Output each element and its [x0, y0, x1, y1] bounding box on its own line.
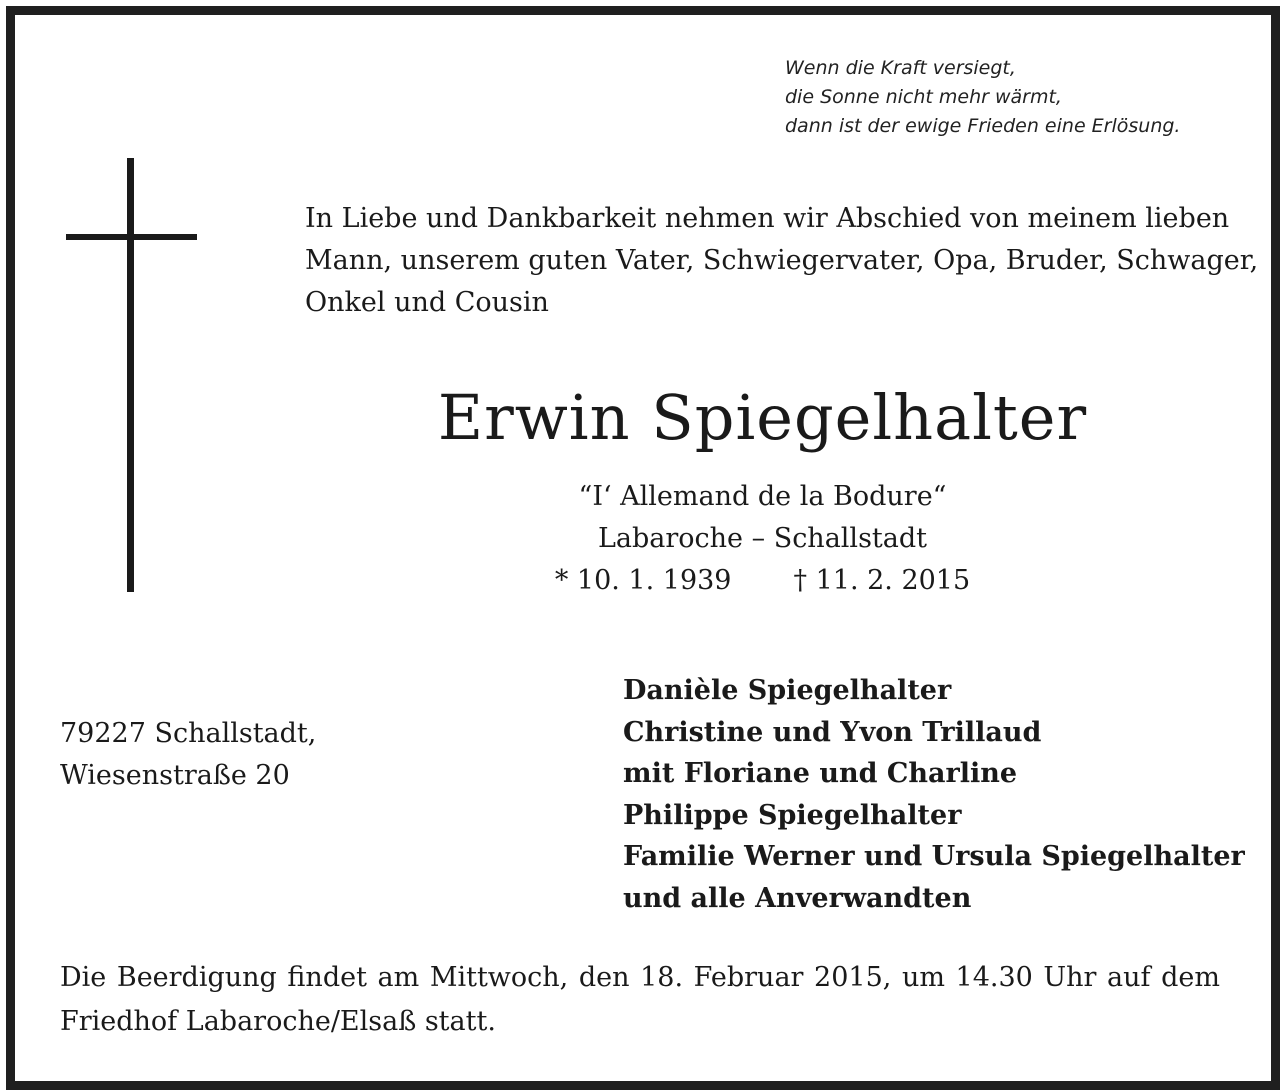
mourners-list	[623, 670, 1245, 920]
mourner-name: Philippe Spiegelhalter	[623, 799, 962, 831]
intro-line: Onkel und Cousin	[305, 287, 549, 318]
death-date: † 11. 2. 2015	[793, 565, 971, 596]
cross-vertical-bar	[127, 158, 134, 592]
deceased-details	[300, 476, 1225, 602]
deceased-places: Labaroche – Schallstadt	[597, 523, 928, 554]
mourner-name: mit Floriane und Charline	[623, 758, 1018, 790]
intro-text	[305, 198, 1259, 324]
cross-icon	[66, 158, 198, 592]
mourner-name: Familie Werner und Ursula Spiegelhalter	[623, 841, 1245, 873]
mourner-name: Christine und Yvon Trillaud	[623, 716, 1042, 748]
cross-horizontal-bar	[66, 234, 197, 240]
address-line: 79227 Schallstadt,	[60, 718, 317, 749]
mourner-name: und alle Anverwandten	[623, 882, 972, 914]
epigraph-quote	[785, 54, 1245, 141]
quote-line: die Sonne nicht mehr wärmt,	[785, 86, 1062, 108]
family-address	[60, 713, 316, 797]
quote-line: Wenn die Kraft versiegt,	[785, 57, 1016, 79]
life-dates	[300, 560, 1225, 602]
funeral-line: Friedhof Labaroche/Elsaß statt.	[60, 1006, 496, 1037]
funeral-announcement	[60, 956, 1220, 1044]
intro-line: Mann, unserem guten Vater, Schwiegervater, Opa, Bruder, Schwager,	[305, 245, 1259, 276]
intro-line: In Liebe und Dankbarkeit nehmen wir Abschied von meinem lieben	[305, 203, 1230, 234]
birth-date: * 10. 1. 1939	[554, 565, 732, 596]
quote-line: dann ist der ewige Frieden eine Erlösung.	[785, 115, 1181, 137]
deceased-nickname: “I‘ Allemand de la Bodure“	[578, 481, 947, 512]
deceased-name: Erwin Spiegelhalter	[437, 381, 1088, 454]
funeral-line: Die Beerdigung findet am Mittwoch, den 18. Februar 2015, um 14.30 Uhr auf dem	[60, 962, 1220, 993]
mourner-name: Danièle Spiegelhalter	[623, 675, 952, 706]
address-line: Wiesenstraße 20	[60, 760, 290, 791]
